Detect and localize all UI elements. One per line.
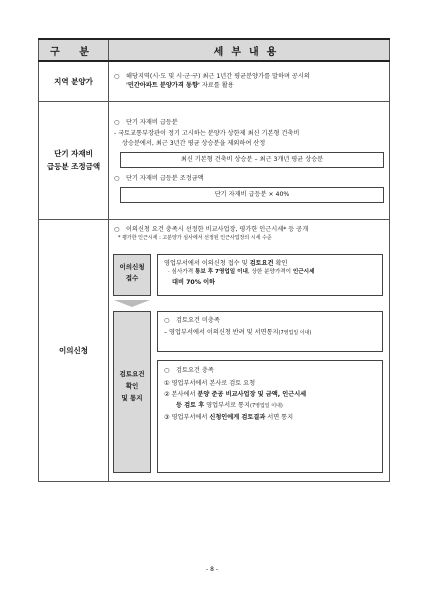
receipt-step-label [113,254,151,296]
table-header [39,39,390,61]
shortterm-dash1b: 상승분에서, 최근 3년간 평균 상승분을 제외하여 산정 [122,139,266,147]
formula-box-2: 단기 자재비 급등분 × 40% [120,187,384,203]
objection-note: * 평가한 인근시세 : 고분양가 심사에서 선정된 인근사업장의 시세 수준 [118,235,272,241]
shortterm-dash1a: - 국토교통부장관이 정기 고시하는 분양가 상한제 최신 기본형 건축비 [114,130,300,137]
met-step2e: (7영업일 이내) [250,402,283,409]
circle-bullet-icon: ○ [164,316,170,324]
met-title: 검토요건 충족 [176,366,214,374]
met-step3c: 서면 통지 [265,413,294,421]
review-label-line2: 확인 [125,381,139,390]
row-label-region: 지역 분양가 [39,61,109,101]
shortterm-content [109,101,390,219]
receipt-line2b: 통보 후 7영업일 이내 [194,269,248,275]
region-line1: 해당지역(시·도 및 시·군·구) 최근 1년간 평균분양가를 말하며 공시의 [126,72,310,80]
receipt-line2c: , 상한 분양가격이 [247,269,293,275]
receipt-line1a: 영업부서에서 이의신청 접수 및 [164,259,250,267]
row-label-objection: 이의신청 [39,219,109,481]
review-label-line3: 및 통지 [121,393,143,402]
region-source-bold: '민간아파트 분양가격 동향' [126,82,200,90]
met-step3b: 신청인에게 검토결과 [209,413,266,421]
header-detail: 세부내용 [109,39,390,61]
receipt-line1b: 검토요건 [249,259,274,267]
circle-bullet-icon: ○ [164,366,170,374]
down-arrow-icon [114,300,150,307]
unmet-deadline: (7영업일 이내) [278,330,312,336]
shortterm-bullet2: 단기 자재비 급등분 조정금액 [126,174,204,182]
table-row [39,101,390,219]
met-step1: ① 영업부서에서 본사로 검토 요청 [164,379,256,387]
objection-bullet1: 이의신청 요건 충족시 선정한 비교사업장, 평가한 인근시세* 등 공개 [126,225,309,233]
detail-table [38,38,390,482]
circle-bullet-icon: ○ [114,72,120,80]
table-row [39,219,390,481]
row-label-shortterm [39,101,109,219]
met-step3a: ③ 영업부서에서 [164,413,210,421]
page-number: - 8 - [206,566,218,573]
shortterm-label-line2: 급등분 조정금액 [46,162,101,171]
shortterm-bullet1: 단기 자재비 급등분 [126,118,178,126]
unmet-line: – 영업부서에서 이의신청 반려 및 서면통지 [164,329,279,336]
region-content [109,61,390,101]
region-line2: 자료를 활용 [199,82,234,90]
met-step2c: 등 검토 후 [176,401,205,409]
met-step2b: 분양 준공 비교사업장 및 금액, 인근시세 [197,390,307,398]
circle-bullet-icon: ○ [114,225,120,233]
review-label-line1: 검토요건 [119,369,145,378]
receipt-step-box [157,254,383,296]
header-category: 구 분 [39,39,109,61]
receipt-line1c: 확인 [273,259,288,267]
receipt-line2a: · 심사가격 [168,269,195,275]
review-step-label [113,311,151,473]
receipt-label-line1: 이의신청 [119,262,145,271]
receipt-label-line2: 접수 [125,273,139,282]
met-box [157,360,383,473]
met-step2a: ② 본사에서 [164,390,198,398]
receipt-line2d: 인근시세 [292,269,315,275]
table-row [39,61,390,101]
shortterm-label-line1: 단기 자재비 [54,149,93,158]
circle-bullet-icon: ○ [114,174,120,182]
unmet-box [157,311,383,352]
formula-box-1: 최신 기본형 건축비 상승분 – 최근 3개년 평균 상승분 [120,152,384,168]
circle-bullet-icon: ○ [114,118,120,126]
objection-content [109,219,390,481]
met-step2d: 영업부서로 통지 [204,401,250,409]
unmet-title: 검토요건 미충족 [176,316,220,324]
receipt-line3: 대비 70% 이하 [172,278,216,286]
